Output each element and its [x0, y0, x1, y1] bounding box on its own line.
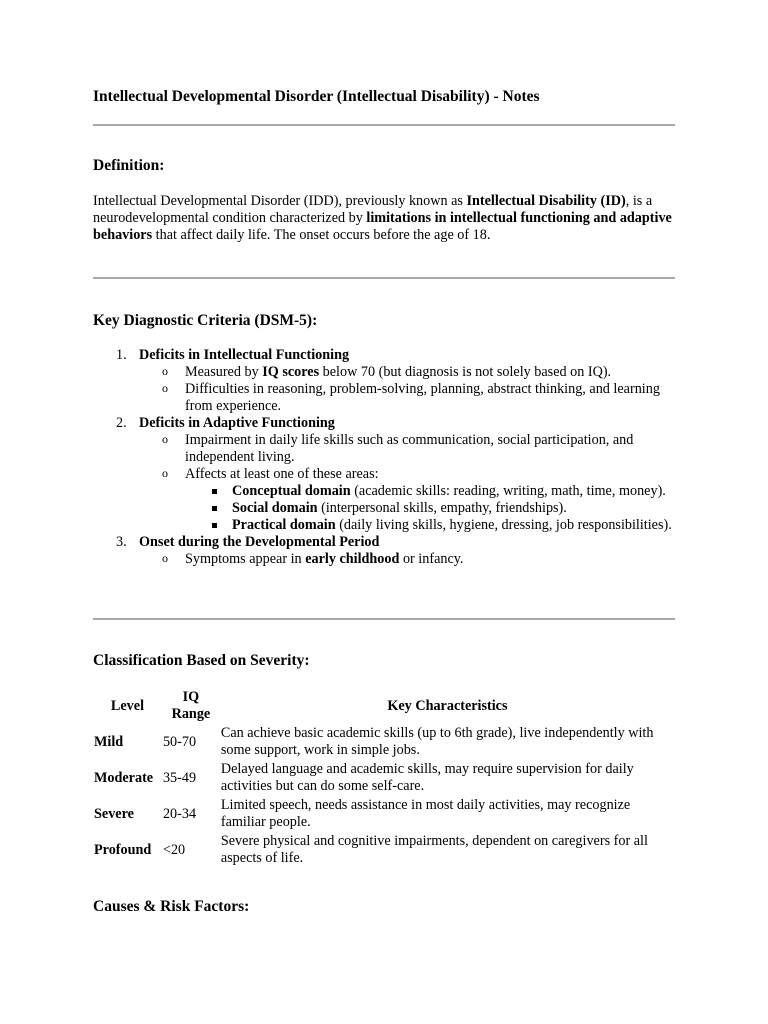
list-item: o Affects at least one of these areas: Conceptual domain (academic skills: reading, writing, math, time, money). Social domain (interpersonal skills, empathy, friendships). Practical domain (daily living skills, hygiene, dressing, job responsibilities).: [139, 466, 675, 534]
list-number: 2.: [116, 415, 127, 431]
circle-bullet-icon: o: [162, 381, 168, 395]
divider: [93, 618, 675, 620]
definition-heading: Definition:: [93, 157, 165, 174]
column-header-key: Key Characteristics: [387, 697, 508, 714]
definition-paragraph: [93, 193, 675, 244]
criteria-item: [93, 534, 675, 568]
table-row: [93, 796, 675, 832]
level-cell: Severe: [94, 805, 134, 822]
list-number: 3.: [116, 534, 127, 550]
criteria-heading: Key Diagnostic Criteria (DSM-5):: [93, 312, 318, 329]
level-cell: Mild: [94, 733, 124, 750]
criteria-label: Deficits in Adaptive Functioning: [139, 415, 335, 431]
causes-heading: Causes & Risk Factors:: [93, 898, 250, 915]
criteria-item: [93, 415, 675, 534]
divider: [93, 124, 675, 126]
level-cell: Profound: [94, 841, 152, 858]
definition-text: , is a neurodevelopmental condition characterized by: [93, 193, 653, 226]
iq-cell: 35-49: [162, 769, 197, 786]
table-row: [93, 832, 675, 868]
characteristics-cell: Delayed language and academic skills, may require supervision for daily activities but can do some self-care.: [220, 761, 634, 794]
criteria-item: [93, 347, 675, 415]
circle-bullet-icon: o: [162, 466, 168, 480]
severity-heading: Classification Based on Severity:: [93, 652, 310, 669]
square-bullet-icon: [212, 523, 217, 528]
list-item: o Impairment in daily life skills such as communication, social participation, and independent living.: [162, 432, 634, 465]
level-cell: Moderate: [94, 769, 154, 786]
square-bullet-icon: [212, 506, 217, 511]
characteristics-cell: Can achieve basic academic skills (up to 6th grade), live independently with some support, work in simple jobs.: [220, 725, 654, 758]
table-row: [93, 724, 675, 760]
table-row: [93, 760, 675, 796]
characteristics-cell: Severe physical and cognitive impairments, dependent on caregivers for all aspects of life.: [220, 833, 648, 866]
circle-bullet-icon: o: [162, 364, 168, 378]
definition-term: Intellectual Disability (ID): [466, 193, 626, 209]
criteria-list: [93, 347, 675, 568]
list-item: Conceptual domain (academic skills: reading, writing, math, time, money).: [185, 483, 675, 500]
definition-emphasis: limitations in intellectual functioning and adaptive behaviors: [93, 210, 672, 243]
circle-bullet-icon: o: [162, 551, 168, 565]
characteristics-cell: Limited speech, needs assistance in most daily activities, may recognize familiar people.: [220, 797, 631, 830]
criteria-label: Onset during the Developmental Period: [139, 534, 380, 550]
definition-text: Intellectual Developmental Disorder (IDD), previously known as: [93, 193, 467, 209]
list-item: Social domain (interpersonal skills, empathy, friendships).: [185, 500, 675, 517]
document-title: Intellectual Developmental Disorder (Intellectual Disability) - Notes: [93, 88, 540, 105]
circle-bullet-icon: o: [162, 432, 168, 446]
iq-cell: 20-34: [162, 805, 197, 822]
divider: [93, 277, 675, 279]
square-bullet-icon: [212, 489, 217, 494]
list-number: 1.: [116, 347, 127, 363]
iq-cell: 50-70: [162, 733, 197, 750]
list-item: o Difficulties in reasoning, problem-solving, planning, abstract thinking, and learning from experience.: [162, 381, 660, 414]
list-item: Practical domain (daily living skills, hygiene, dressing, job responsibilities).: [185, 517, 675, 534]
column-header-iq: IQ Range: [171, 689, 211, 722]
iq-cell: <20: [162, 841, 186, 858]
table-header-row: [93, 688, 675, 724]
column-header-level: Level: [110, 697, 145, 714]
severity-table: [93, 688, 675, 868]
list-item: o Symptoms appear in early childhood or infancy.: [162, 551, 464, 567]
definition-text: that affect daily life. The onset occurs before the age of 18.: [152, 227, 491, 243]
list-item: o Measured by IQ scores below 70 (but diagnosis is not solely based on IQ).: [162, 364, 612, 380]
criteria-label: Deficits in Intellectual Functioning: [139, 347, 350, 363]
